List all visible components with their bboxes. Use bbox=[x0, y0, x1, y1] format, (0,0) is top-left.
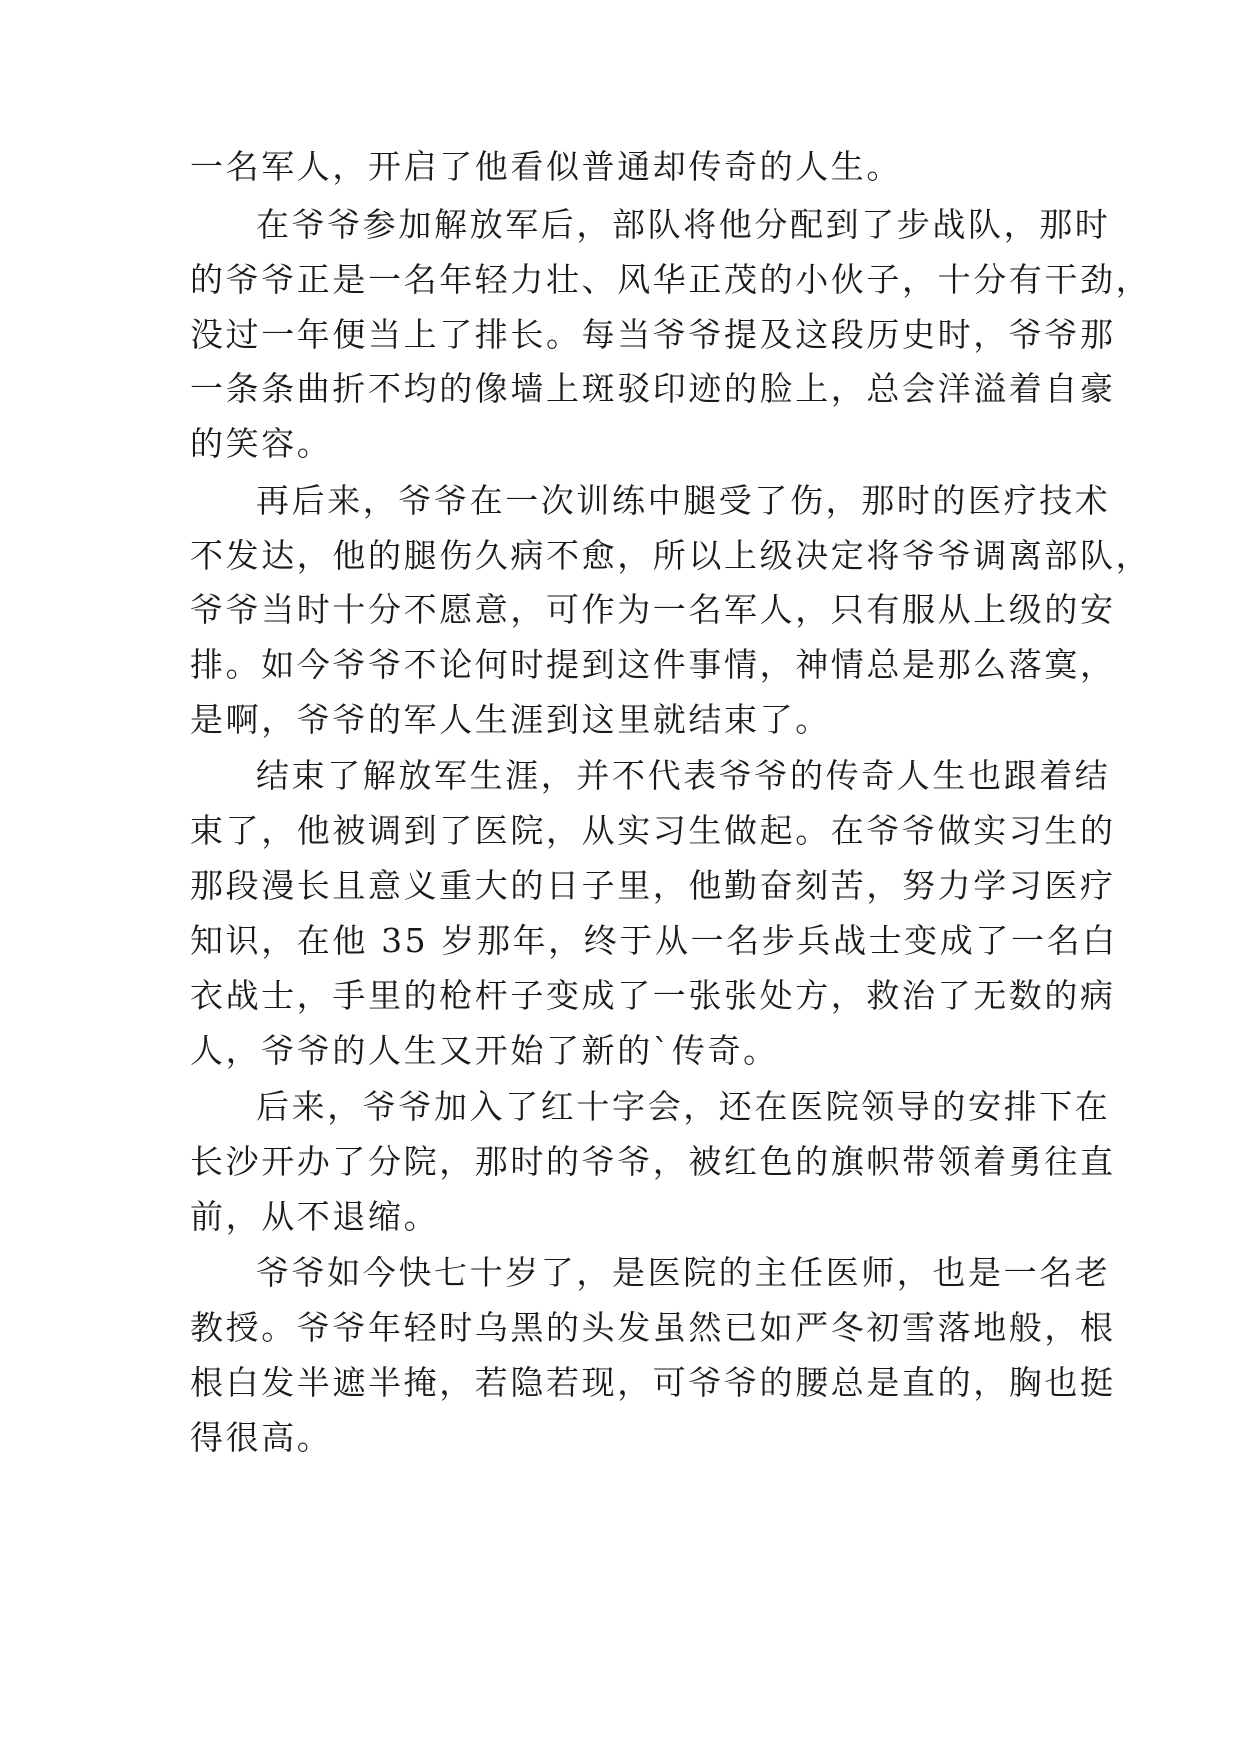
text-line: 得很高。 bbox=[190, 1418, 333, 1457]
text-line: 再后来，爷爷在一次训练中腿受了伤，那时的医疗技术 bbox=[256, 481, 1111, 520]
text-line: 那段漫长且意义重大的日子里，他勤奋刻苦，努力学习医疗 bbox=[190, 866, 1116, 905]
text-line: 一条条曲折不均的像墙上斑驳印迹的脸上，总会洋溢着自豪 bbox=[190, 369, 1116, 408]
text-line: 是啊，爷爷的军人生涯到这里就结束了。 bbox=[190, 700, 831, 739]
text-line: 爷爷当时十分不愿意，可作为一名军人，只有服从上级的安 bbox=[190, 590, 1116, 629]
text-line: 结束了解放军生涯，并不代表爷爷的传奇人生也跟着结 bbox=[256, 756, 1111, 795]
text-line: 后来，爷爷加入了红十字会，还在医院领导的安排下在 bbox=[256, 1087, 1111, 1126]
text-line: 根白发半遮半掩，若隐若现，可爷爷的腰总是直的，胸也挺 bbox=[190, 1363, 1116, 1402]
text-line: 束了，他被调到了医院，从实习生做起。在爷爷做实习生的 bbox=[190, 811, 1116, 850]
text-line: 不发达，他的腿伤久病不愈，所以上级决定将爷爷调离部队， bbox=[190, 536, 1152, 575]
text-line: 衣战士，手里的枪杆子变成了一张张处方，救治了无数的病 bbox=[190, 976, 1116, 1015]
text-line: 的爷爷正是一名年轻力壮、风华正茂的小伙子，十分有干劲， bbox=[190, 260, 1152, 299]
text-line: 的笑容。 bbox=[190, 424, 333, 463]
text-line: 没过一年便当上了排长。每当爷爷提及这段历史时，爷爷那 bbox=[190, 315, 1116, 354]
text-line: 教授。爷爷年轻时乌黑的头发虽然已如严冬初雪落地般，根 bbox=[190, 1308, 1116, 1347]
text-line: 在爷爷参加解放军后，部队将他分配到了步战队，那时 bbox=[256, 205, 1111, 244]
text-line: 一名军人，开启了他看似普通却传奇的人生。 bbox=[190, 147, 902, 186]
text-line: 爷爷如今快七十岁了，是医院的主任医师，也是一名老 bbox=[256, 1253, 1111, 1292]
text-line: 长沙开办了分院，那时的爷爷，被红色的旗帜带领着勇往直 bbox=[190, 1142, 1116, 1181]
text-line: 知识，在他 35 岁那年，终于从一名步兵战士变成了一名白 bbox=[190, 921, 1118, 960]
text-line: 前，从不退缩。 bbox=[190, 1197, 440, 1236]
text-line: 人，爷爷的人生又开始了新的`传奇。 bbox=[190, 1031, 779, 1070]
text-line: 排。如今爷爷不论何时提到这件事情，神情总是那么落寞， bbox=[190, 645, 1116, 684]
